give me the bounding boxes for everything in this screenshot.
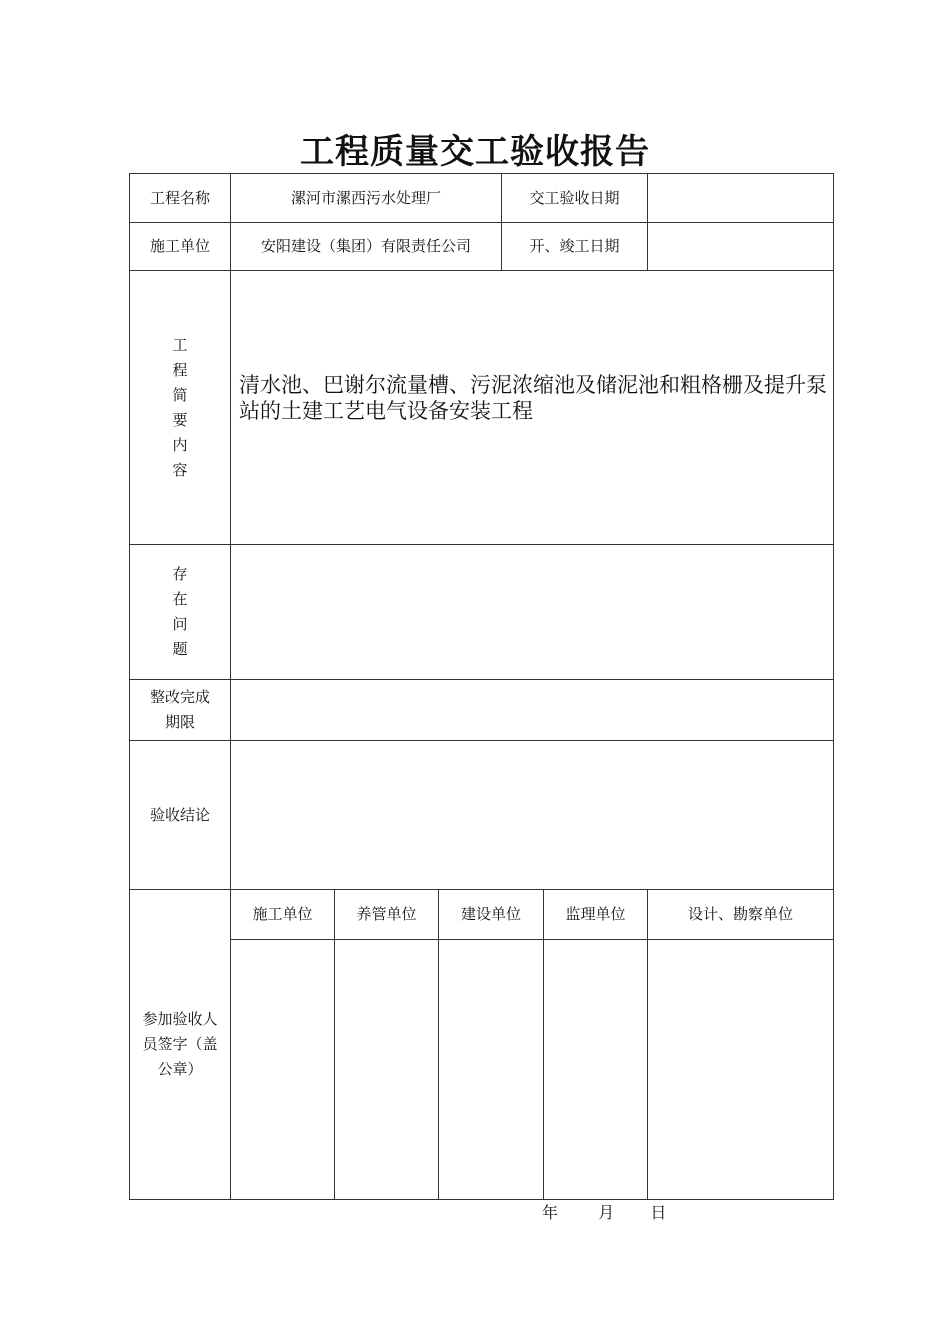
summary-label-cell [130,271,231,545]
project-name-value[interactable]: 漯河市漯西污水处理厂 [231,174,502,223]
project-name-row [130,174,834,223]
signature-col-design: 设计、勘察单位 [648,890,834,940]
signature-col-supervisor: 监理单位 [544,890,648,940]
date-month-label: 月 [598,1203,615,1222]
signature-header-row [130,890,834,940]
date-year-label: 年 [542,1203,559,1222]
acceptance-form-table [129,173,834,1200]
summary-value: 清水池、巴谢尔流量槽、污泥浓缩池及储泥池和粗格栅及提升泵站的土建工艺电气设备安装工程 [239,372,827,423]
issues-label-cell [130,545,231,680]
start-end-date-label: 开、竣工日期 [502,223,648,271]
rectify-deadline-label: 整改完成期限 [149,688,210,731]
contractor-row [130,223,834,271]
date-footer [542,1200,666,1223]
handover-date-value[interactable] [648,174,834,223]
signature-col-owner: 建设单位 [439,890,544,940]
signature-fields-row [130,940,834,1200]
conclusion-row [130,741,834,890]
issues-label: 存在问题 [172,565,188,658]
contractor-label: 施工单位 [130,223,231,271]
issues-value[interactable] [231,545,834,680]
signature-label-cell [130,890,231,1200]
conclusion-label: 验收结论 [130,741,231,890]
signature-col-maintenance: 养管单位 [335,890,439,940]
page-title: 工程质量交工验收报告 [300,132,650,172]
conclusion-value[interactable] [231,741,834,890]
signature-field-owner[interactable] [439,940,544,1200]
summary-value-cell[interactable] [231,271,834,545]
signature-col-contractor: 施工单位 [231,890,335,940]
contractor-value[interactable]: 安阳建设（集团）有限责任公司 [231,223,502,271]
signature-field-contractor[interactable] [231,940,335,1200]
signature-field-design[interactable] [648,940,834,1200]
summary-label: 工程简要内容 [172,335,188,479]
date-day-label: 日 [650,1203,667,1222]
issues-row [130,545,834,680]
signature-field-supervisor[interactable] [544,940,648,1200]
handover-date-label: 交工验收日期 [502,174,648,223]
rectify-deadline-row [130,680,834,741]
signature-field-maintenance[interactable] [335,940,439,1200]
summary-row [130,271,834,545]
project-name-label: 工程名称 [130,174,231,223]
rectify-deadline-label-cell [130,680,231,741]
signature-label: 参加验收人员签字（盖公章） [142,1010,218,1078]
start-end-date-value[interactable] [648,223,834,271]
rectify-deadline-value[interactable] [231,680,834,741]
